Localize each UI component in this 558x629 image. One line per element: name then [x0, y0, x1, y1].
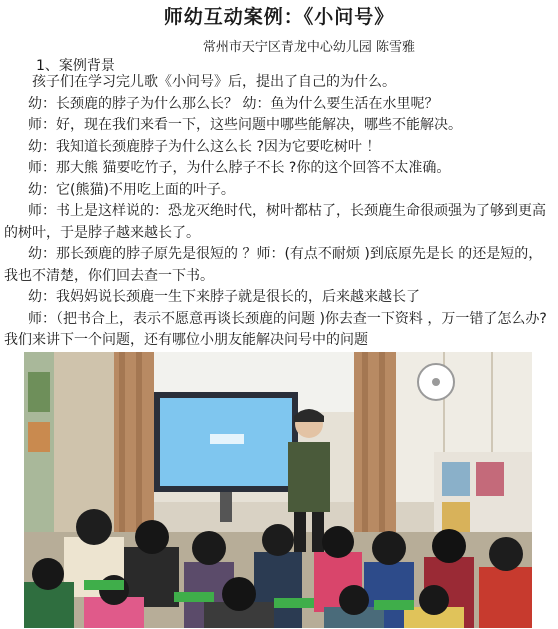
paragraph: 师：好，现在我们来看一下，这些问题中哪些能解决，哪些不能解决。 — [28, 117, 462, 133]
paragraph: 师：书上是这样说的：恐龙灭绝时代，树叶都枯了，长颈鹿生命很顽强为了够到更高的树叶，于是脖子越来越长了。 — [4, 203, 546, 241]
classroom-photo — [24, 352, 532, 628]
paragraph: 孩子们在学习完儿歌《小问号》后，提出了自己的为什么。 — [32, 74, 396, 90]
paragraph: 幼：那长颈鹿的脖子原先是很短的 ？师：(有点不耐烦 )到底原先是长 的还是短的，我也不清楚，你们回去查一下书。 — [4, 246, 543, 284]
case-body — [4, 72, 556, 352]
paragraph: 幼：我妈妈说长颈鹿一生下来脖子就是很长的，后来越来越长了 — [28, 289, 420, 305]
paragraph: 幼：我知道长颈鹿脖子为什么这么长 ?因为它要吃树叶 ！ — [28, 138, 381, 155]
paragraph: 幼：长颈鹿的脖子为什么那么长？ 幼：鱼为什么要生活在水里呢？ — [28, 95, 439, 112]
paragraph: 幼：它(熊猫)不用吃上面的叶子。 — [28, 181, 235, 198]
document-title: 师幼互动案例：《小问号》 — [163, 6, 395, 28]
section-heading: 1、案例背景 — [36, 58, 115, 74]
paragraph: 师：那大熊 猫要吃竹子，为什么脖子不长 ?你的这个回答不太准确。 — [28, 160, 451, 176]
author-byline: 常州市天宁区青龙中心幼儿园 陈雪雅 — [202, 40, 416, 55]
paragraph: 师：（把书合上，表示不愿意再谈长颈鹿的问题 )你去查一下资料 ，万一错了怎么办?我们来讲下一个问题，还有哪位小朋友能解决问号中的问题 — [4, 310, 547, 348]
